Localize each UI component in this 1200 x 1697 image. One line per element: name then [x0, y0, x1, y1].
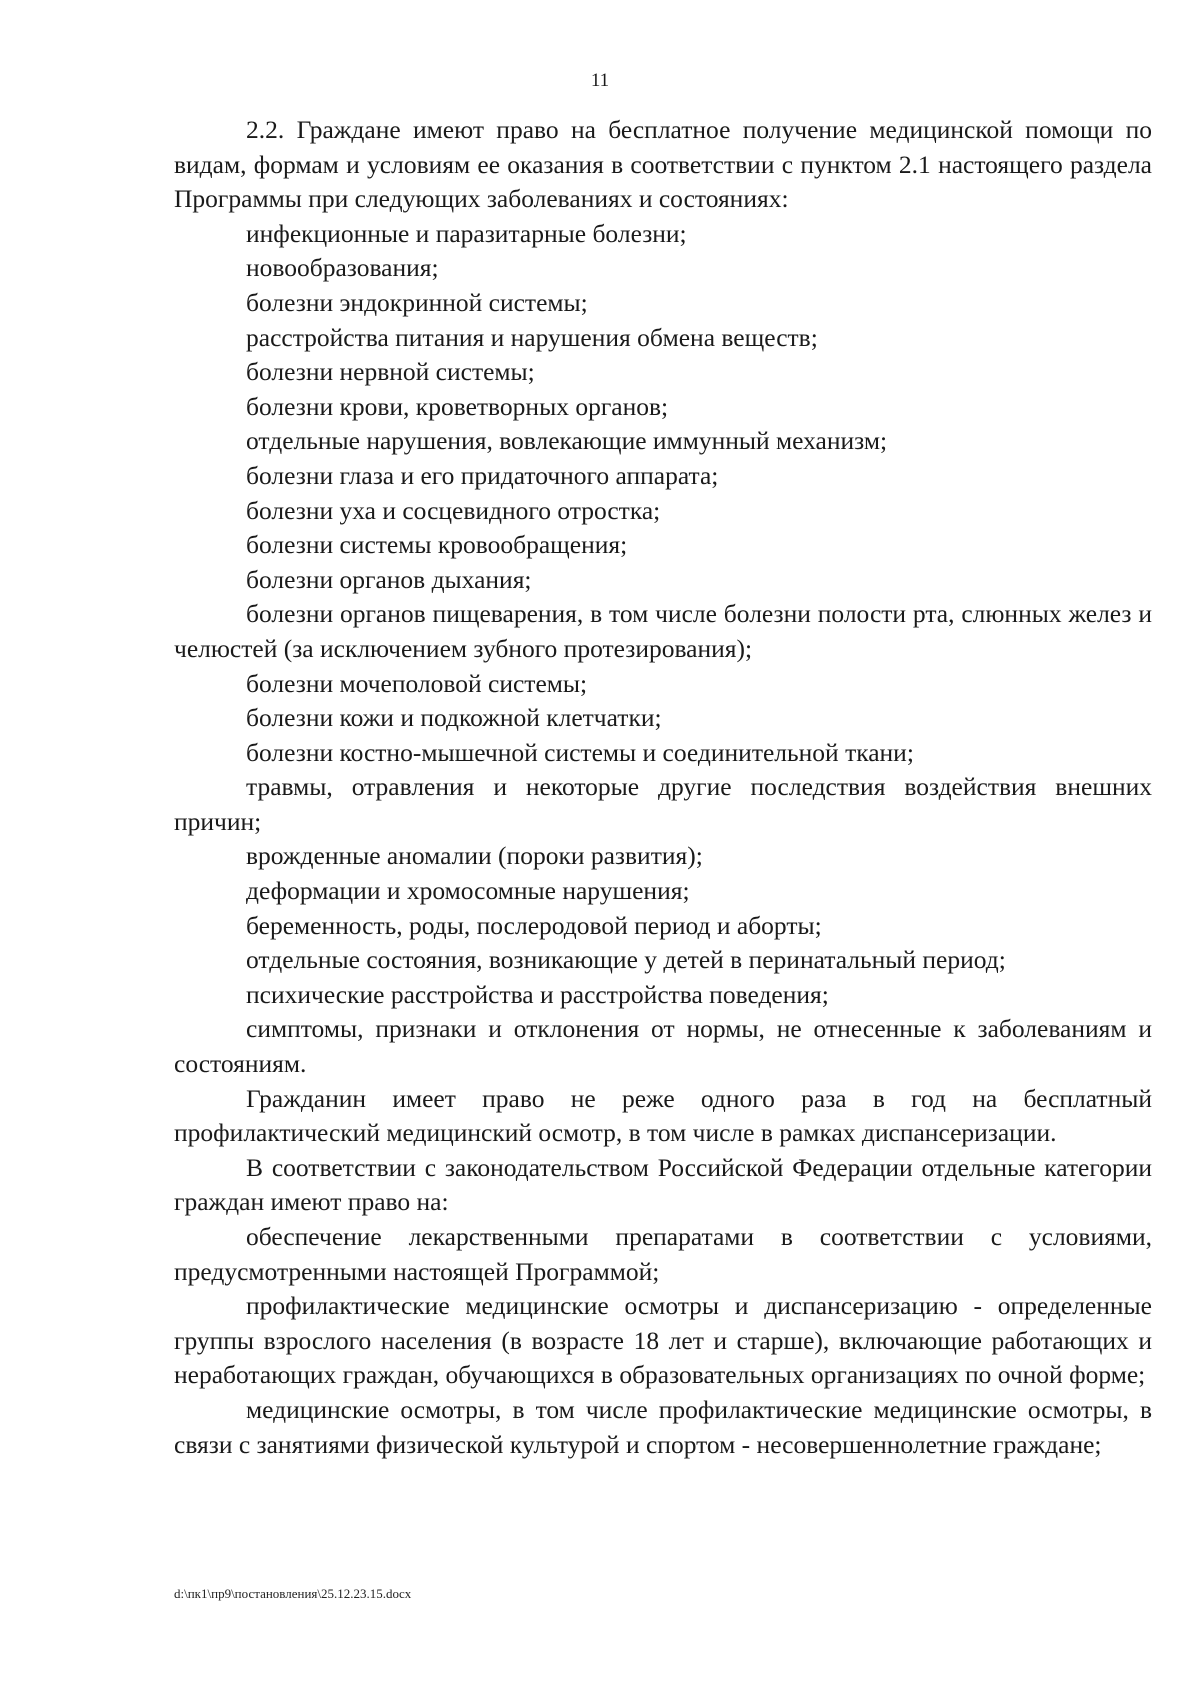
list-item: болезни органов пищеварения, в том числе болезни полости рта, слюнных желез и челюстей (за исключением зубного протезирования); [174, 599, 1152, 663]
list-item: болезни кожи и подкожной клетчатки; [246, 703, 662, 733]
list-item: болезни системы кровообращения; [246, 530, 628, 560]
footer-file-path: d:\пк1\пр9\постановления\25.12.23.15.docx [174, 1586, 412, 1601]
list-item: беременность, роды, послеродовой период и аборты; [246, 910, 822, 940]
list-item: болезни костно-мышечной системы и соединительной ткани; [246, 737, 914, 767]
list-item: деформации и хромосомные нарушения; [246, 876, 690, 906]
list-item: психические расстройства и расстройства поведения; [246, 979, 829, 1009]
list-item: болезни нервной системы; [246, 357, 535, 387]
list-item: обеспечение лекарственными препаратами в соответствии с условиями, предусмотренными настоящей Программой; [174, 1222, 1152, 1286]
paragraph-checkup: Гражданин имеет право не реже одного раза в год на бесплатный профилактический медицинский осмотр, в том числе в рамках диспансеризации. [174, 1083, 1152, 1148]
paragraph-categories: В соответствии с законодательством Российской Федерации отдельные категории граждан имеют право на: [174, 1152, 1152, 1217]
list-item: профилактические медицинские осмотры и диспансеризацию - определенные группы взрослого населения (в возрасте 18 лет и старше), включающие работающих и неработающих граждан, обучающихся в образовательных организациях по очной форме; [174, 1291, 1152, 1390]
list-item: болезни крови, кроветворных органов; [246, 391, 669, 421]
list-item: болезни мочеполовой системы; [246, 668, 588, 698]
list-item: медицинские осмотры, в том числе профилактические медицинские осмотры, в связи с занятиями физической культурой и спортом - несовершеннолетние граждане; [174, 1394, 1152, 1459]
page-number: 11 [590, 70, 610, 91]
list-item: отдельные нарушения, вовлекающие иммунный механизм; [246, 426, 888, 456]
list-item: новообразования; [246, 253, 439, 283]
list-item: болезни глаза и его придаточного аппарата; [246, 460, 719, 490]
list-item: расстройства питания и нарушения обмена веществ; [246, 322, 818, 352]
list-item: симптомы, признаки и отклонения от нормы, не отнесенные к заболеваниям и состояниям. [174, 1014, 1152, 1079]
list-item: врожденные аномалии (пороки развития); [246, 841, 703, 871]
list-item: отдельные состояния, возникающие у детей в перинатальный период; [246, 945, 1006, 975]
list-item: инфекционные и паразитарные болезни; [246, 218, 687, 248]
list-item: болезни эндокринной системы; [246, 287, 588, 317]
list-item: болезни органов дыхания; [246, 564, 532, 594]
list-item: травмы, отравления и некоторые другие последствия воздействия внешних причин; [174, 772, 1152, 836]
document-body [174, 113, 1152, 1462]
paragraph-intro: 2.2. Граждане имеют право на бесплатное получение медицинской помощи по видам, формам и условиям ее оказания в соответствии с пунктом 2.1 настоящего раздела Программы при следующих заболеваниях и состояниях: [174, 115, 1152, 214]
list-item: болезни уха и сосцевидного отростка; [246, 495, 661, 525]
